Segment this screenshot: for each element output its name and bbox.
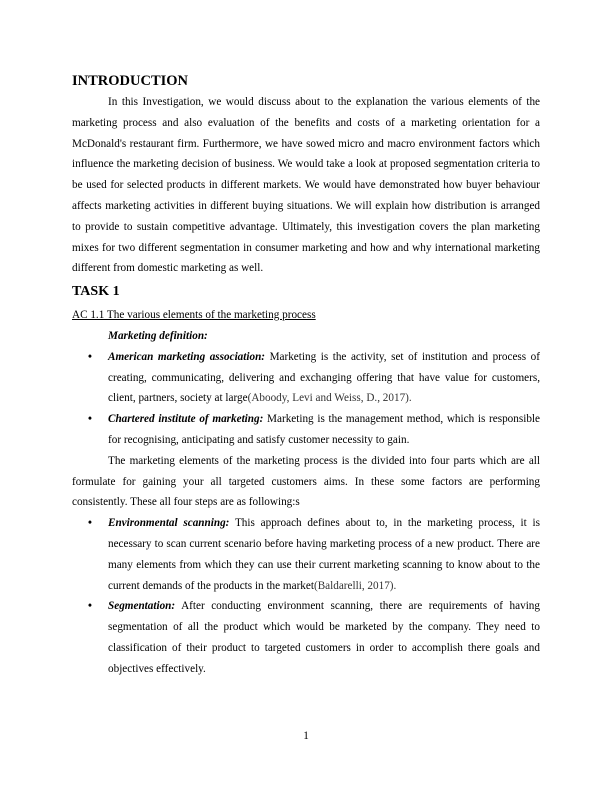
marketing-definition-label: Marketing definition: <box>108 329 208 342</box>
definitions-list <box>72 347 540 451</box>
citation: (Aboody, Levi and Weiss, D., 2017). <box>247 392 412 405</box>
list-item <box>72 513 540 596</box>
citation: (Baldarelli, 2017). <box>313 579 397 592</box>
definition-term: Chartered institute of marketing: <box>108 413 264 426</box>
list-item <box>72 409 540 451</box>
definition-text: Marketing is the management method, which is responsible for recognising, anticipating and satisfy customer necessity to gain. <box>108 413 541 446</box>
bullet-icon: • <box>88 350 92 363</box>
step-text: This approach defines about to, in the marketing process, it is necessary to scan current scenario before having marketing process of a new product. There are many elements from which they can use their current marketing scanning to know about to the current demands of the products in the market <box>108 517 540 592</box>
bullet-icon: • <box>88 517 92 530</box>
page-number: 1 <box>303 730 309 742</box>
introduction-paragraph: In this Investigation, we would discuss about to the explanation the various elements of the marketing process and also evaluation of the benefits and costs of a marketing orientation for a McDonald's restaurant firm. Furthermore, we have sowed micro and macro environment factors which influence the marketing decision of business. We would take a look at proposed segmentation criteria to be used for selected products in different markets. We would have demonstrated how buyer behaviour affects marketing activities in different buying situations. We will explain how distribution is arranged to provide to sustain competitive advantage. Ultimately, this investigation covers the plan marketing mixes for two different segmentation in consumer marketing and how and why international marketing different from domestic marketing as well. <box>72 96 540 275</box>
bullet-icon: • <box>88 413 92 426</box>
bullet-icon: • <box>88 600 92 613</box>
step-term: Environmental scanning: <box>108 517 230 530</box>
definition-term: American marketing association: <box>108 350 266 363</box>
list-item <box>72 347 540 409</box>
steps-list <box>72 513 540 679</box>
elements-paragraph: The marketing elements of the marketing process is the divided into four parts which are all formulate for gaining your all targeted customers aims. In these some factors are performing consistently. These all four steps are as following:s <box>72 454 540 509</box>
introduction-heading: INTRODUCTION <box>72 73 189 89</box>
document-page <box>72 72 540 680</box>
task-heading: TASK 1 <box>72 284 120 300</box>
ac-subheading: AC 1.1 The various elements of the marketing process <box>72 309 316 322</box>
list-item <box>72 596 540 679</box>
step-text: After conducting environment scanning, there are requirements of having segmentation of all the product which would be marketed by the company. They need to classification of their product to targeted customers in order to accomplish there goals and objectives effectively. <box>108 600 540 675</box>
step-term: Segmentation: <box>108 600 176 613</box>
definition-text: Marketing is the activity, set of institution and process of creating, communicating, delivering and exchanging offering that have value for customers, client, partners, society at large <box>108 350 540 405</box>
